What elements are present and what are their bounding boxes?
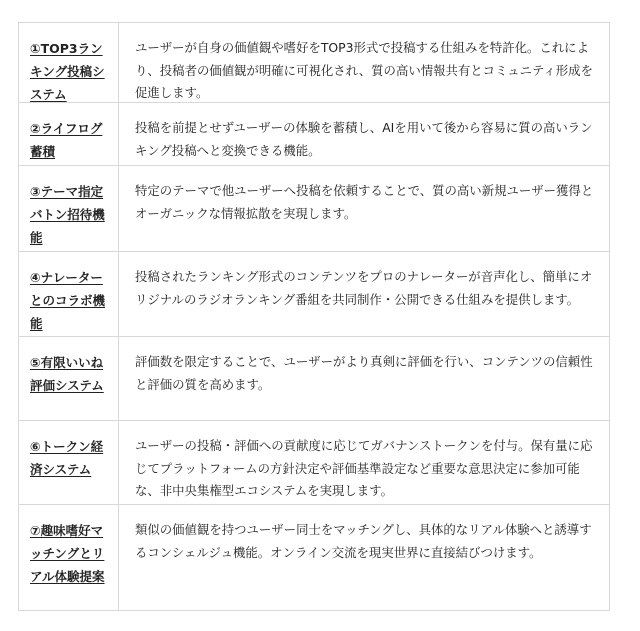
feature-title: ②ライフログ蓄積 <box>18 103 119 165</box>
table-row <box>18 505 610 611</box>
table-row <box>18 252 610 337</box>
table-row <box>18 166 610 252</box>
feature-title: ④ナレーターとのコラボ機能 <box>18 252 119 336</box>
table-row <box>18 23 610 103</box>
feature-description: ユーザーの投稿・評価への貢献度に応じてガバナンストークンを付与。保有量に応じてプラットフォームの方針決定や評価基準設定など重要な意思決定に参加可能な、非中央集権型エコシステムを実現します。 <box>119 421 610 504</box>
feature-title: ③テーマ指定バトン招待機能 <box>18 166 119 251</box>
feature-description: 投稿を前提とせずユーザーの体験を蓄積し、AIを用いて後から容易に質の高いランキング投稿へと変換できる機能。 <box>119 103 610 165</box>
table-row <box>18 337 610 421</box>
feature-description: ユーザーが自身の価値観や嗜好をTOP3形式で投稿する仕組みを特許化。これにより、投稿者の価値観が明確に可視化され、質の高い情報共有とコミュニティ形成を促進します。 <box>119 23 610 102</box>
feature-title: ⑥トークン経済システム <box>18 421 119 504</box>
feature-title: ⑦趣味嗜好マッチングとリアル体験提案 <box>18 505 119 610</box>
feature-title: ①TOP3ランキング投稿システム <box>18 23 119 102</box>
feature-description: 評価数を限定することで、ユーザーがより真剣に評価を行い、コンテンツの信頼性と評価の質を高めます。 <box>119 337 610 420</box>
feature-description: 投稿されたランキング形式のコンテンツをプロのナレーターが音声化し、簡単にオリジナルのラジオランキング番組を共同制作・公開できる仕組みを提供します。 <box>119 252 610 336</box>
table-row <box>18 103 610 166</box>
feature-description: 類似の価値観を持つユーザー同士をマッチングし、具体的なリアル体験へと誘導するコンシェルジュ機能。オンライン交流を現実世界に直接結びつけます。 <box>119 505 610 610</box>
table-row <box>18 421 610 505</box>
feature-title: ⑤有限いいね評価システム <box>18 337 119 420</box>
features-table <box>18 22 610 611</box>
feature-description: 特定のテーマで他ユーザーへ投稿を依頼することで、質の高い新規ユーザー獲得とオーガニックな情報拡散を実現します。 <box>119 166 610 251</box>
